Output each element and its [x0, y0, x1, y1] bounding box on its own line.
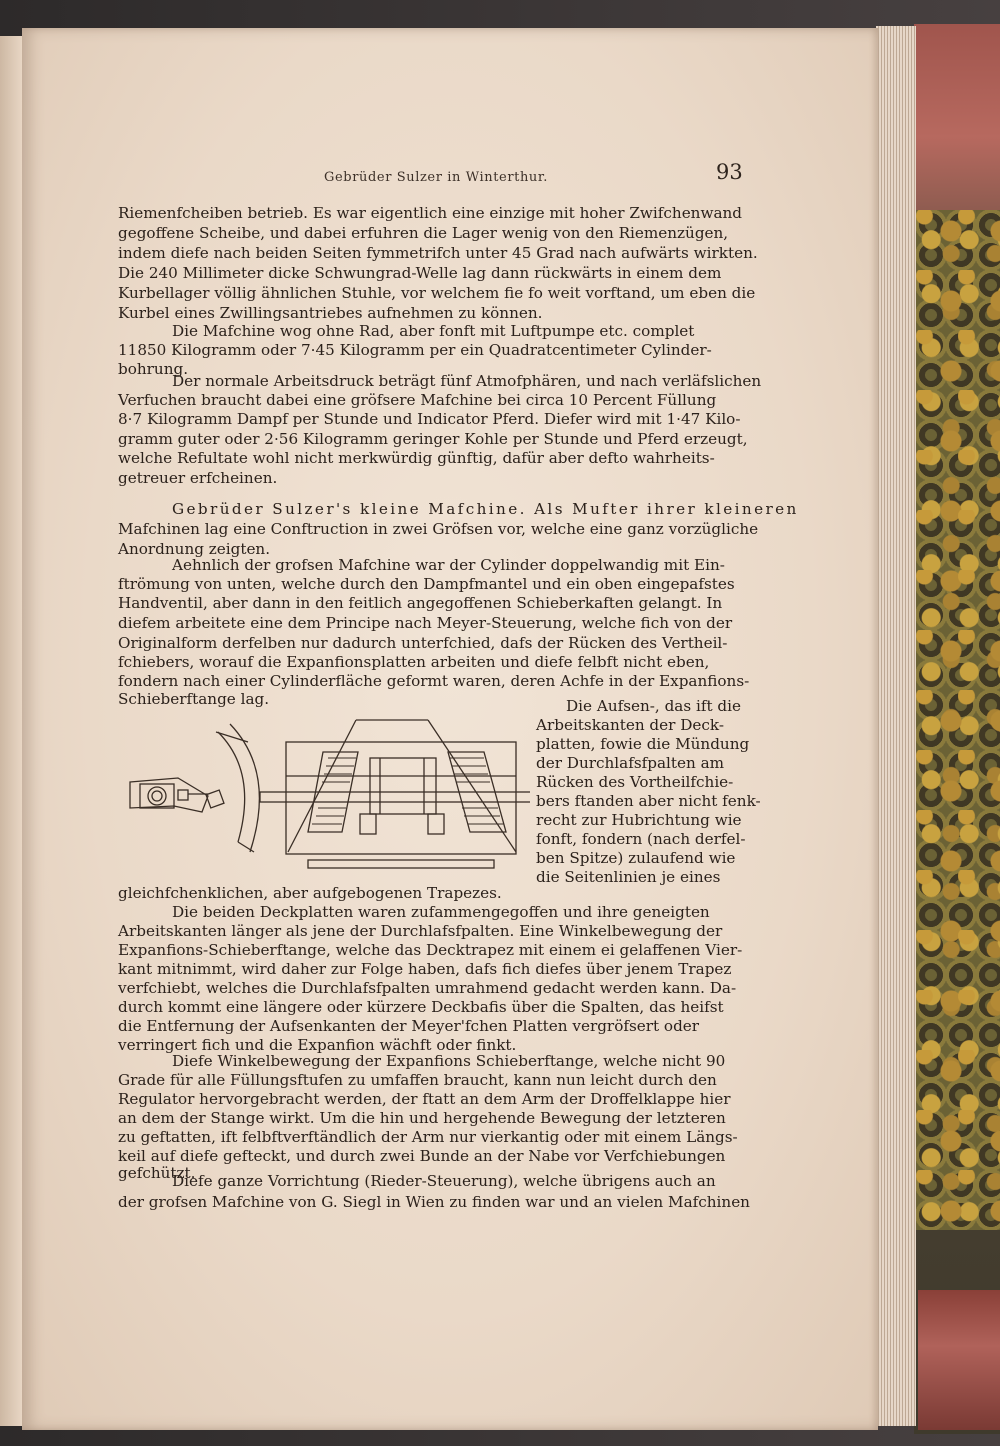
text-line: zu geftatten, ift felbftverftändlich der Arm nur vierkantig oder mit einem Längs- — [118, 1128, 738, 1146]
text-line: keil auf diefe gefteckt, und durch zwei Bunde an der Nabe vor Verfchiebungen — [118, 1147, 726, 1165]
text-line: Die 240 Millimeter dicke Schwungrad-Welle lag dann rückwärts in einem dem — [118, 264, 722, 282]
text-line: Arbeitskanten der Deck- — [536, 716, 724, 734]
marbled-endpaper — [916, 210, 1000, 1230]
text-line: bers ftanden aber nicht fenk- — [536, 792, 761, 810]
text-line: Grade für alle Füllungsftufen zu umfaffen braucht, kann nun leicht durch den — [118, 1071, 717, 1089]
page-block-edges — [876, 26, 916, 1426]
valve-gear-figure — [118, 712, 530, 882]
text-line: verringert fich und die Expanfion wächft oder finkt. — [118, 1036, 517, 1054]
text-line: Der normale Arbeitsdruck beträgt fünf Atmofphären, und nach verläfslichen — [172, 372, 762, 390]
text-line: der Durchlafsfpalten am — [536, 754, 725, 772]
text-line: Expanfions-Schieberftange, welche das Decktrapez mit einem ei gelaffenen Vier- — [118, 941, 743, 959]
text-line: Diefe ganze Vorrichtung (Rieder-Steuerung), welche übrigens auch an — [172, 1172, 716, 1190]
quadrant-arc — [218, 732, 245, 842]
text-line: Originalform derfelben nur dadurch unterfchied, dafs der Rücken des Vertheil- — [118, 634, 728, 652]
text-line: recht zur Hubrichtung wie — [536, 811, 742, 829]
text-line: Kurbel eines Zwillingsantriebes aufnehmen zu können. — [118, 304, 543, 322]
text-line: an dem der Stange wirkt. Um die hin und hergehende Bewegung der letzteren — [118, 1109, 726, 1127]
running-head: Gebrüder Sulzer in Winterthur. — [324, 170, 549, 185]
text-line: verfchiebt, welches die Durchlafsfpalten umrahmend gedacht werden kann. Da- — [118, 979, 737, 997]
text-line: Die Mafchine wog ohne Rad, aber fonft mit Luftpumpe etc. complet — [172, 322, 695, 340]
text-line: welche Refultate wohl nicht merkwürdig günftig, dafür aber defto wahrheits- — [118, 449, 715, 467]
valve-stem — [260, 792, 530, 802]
page-number: 93 — [716, 160, 743, 184]
text-line: Verfuchen braucht dabei eine gröfsere Mafchine bei circa 10 Percent Füllung — [118, 391, 717, 409]
text-line: indem diefe nach beiden Seiten fymmetrifch unter 45 Grad nach aufwärts wirkten. — [118, 244, 758, 262]
text-line: platten, fowie die Mündung — [536, 735, 750, 753]
valve-chest-frame — [286, 742, 516, 854]
text-line: Mafchinen lag eine Conftruction in zwei Gröfsen vor, welche eine ganz vorzügliche — [118, 520, 759, 538]
text-line: gegoffene Scheibe, und dabei erfuhren die Lager wenig von den Riemenzügen, — [118, 224, 729, 242]
cover-corner — [918, 1290, 1000, 1430]
text-line: der grofsen Mafchine von G. Siegl in Wien zu finden war und an vielen Mafchinen — [118, 1193, 750, 1211]
text-line: Rücken des Vortheilfchie- — [536, 773, 734, 791]
text-line: Handventil, aber dann in den feitlich angegoffenen Schieberkaften gelangt. In — [118, 594, 723, 612]
text-line: diefem arbeitete eine dem Principe nach Meyer-Steuerung, welche fich von der — [118, 614, 733, 632]
text-line: die Entfernung der Aufsenkanten der Meyer'fchen Platten vergröfsert oder — [118, 1017, 700, 1035]
crank-arm — [130, 778, 208, 812]
text-line: Schieberftange lag. — [118, 690, 270, 708]
text-line: Diefe Winkelbewegung der Expanfions Schieberftange, welche nicht 90 — [172, 1052, 726, 1070]
text-line: Arbeitskanten länger als jene der Durchlafsfpalten. Eine Winkelbewegung der — [118, 922, 723, 940]
text-line: ftrömung von unten, welche durch den Dampfmantel und ein oben eingepafstes — [118, 575, 735, 593]
text-line: Anordnung zeigten. — [118, 540, 271, 558]
text-line: ben Spitze) zulaufend wie — [536, 849, 736, 867]
text-line: fondern nach einer Cylinderfläche geformt waren, deren Achfe in der Expanfions- — [118, 672, 750, 690]
section-heading-line: Gebrüder Sulzer's kleine Mafchine. Als Mufter ihrer kleineren — [172, 500, 799, 518]
text-line: Aehnlich der grofsen Mafchine war der Cylinder doppelwandig mit Ein- — [172, 556, 725, 574]
text-line: fchiebers, worauf die Expanfionsplatten arbeiten und diefe felbft nicht eben, — [118, 653, 710, 671]
text-line: gleichfchenklichen, aber aufgebogenen Trapezes. — [118, 884, 502, 902]
text-line: die Seitenlinien je eines — [536, 868, 721, 886]
text-line: Riemenfcheiben betrieb. Es war eigentlich eine einzige mit hoher Zwifchenwand — [118, 204, 743, 222]
text-line: kant mitnimmt, wird daher zur Folge haben, dafs fich diefes über jenem Trapez — [118, 960, 732, 978]
text-line: gramm guter oder 2·56 Kilogramm geringer Kohle per Stunde und Pferd erzeugt, — [118, 430, 748, 448]
text-line: 11850 Kilogramm oder 7·45 Kilogramm per ein Quadratcentimeter Cylinder- — [118, 341, 712, 359]
text-line: Die beiden Deckplatten waren zufammengegoffen und ihre geneigten — [172, 903, 710, 921]
text-line: gefchützt. — [118, 1164, 196, 1182]
text-line: Die Aufsen-, das ift die — [566, 697, 741, 715]
facing-page-edge — [0, 36, 23, 1426]
base-plate — [308, 860, 494, 868]
text-line: Kurbellager völlig ähnlichen Stuhle, vor welchem fie fo weit vorftand, um eben die — [118, 284, 756, 302]
text-line: fonft, fondern (nach derfel- — [536, 830, 746, 848]
text-line: Regulator hervorgebracht werden, der ftatt an dem Arm der Droffelklappe hier — [118, 1090, 731, 1108]
text-line: getreuer erfcheinen. — [118, 469, 278, 487]
valve-gear-drawing — [118, 712, 530, 882]
text-line: bohrung. — [118, 360, 189, 378]
shaft-circle — [148, 787, 166, 805]
text-line: durch kommt eine längere oder kürzere Deckbafis über die Spalten, das heifst — [118, 998, 724, 1016]
text-line: 8·7 Kilogramm Dampf per Stunde und Indicator Pferd. Diefer wird mit 1·47 Kilo- — [118, 410, 741, 428]
